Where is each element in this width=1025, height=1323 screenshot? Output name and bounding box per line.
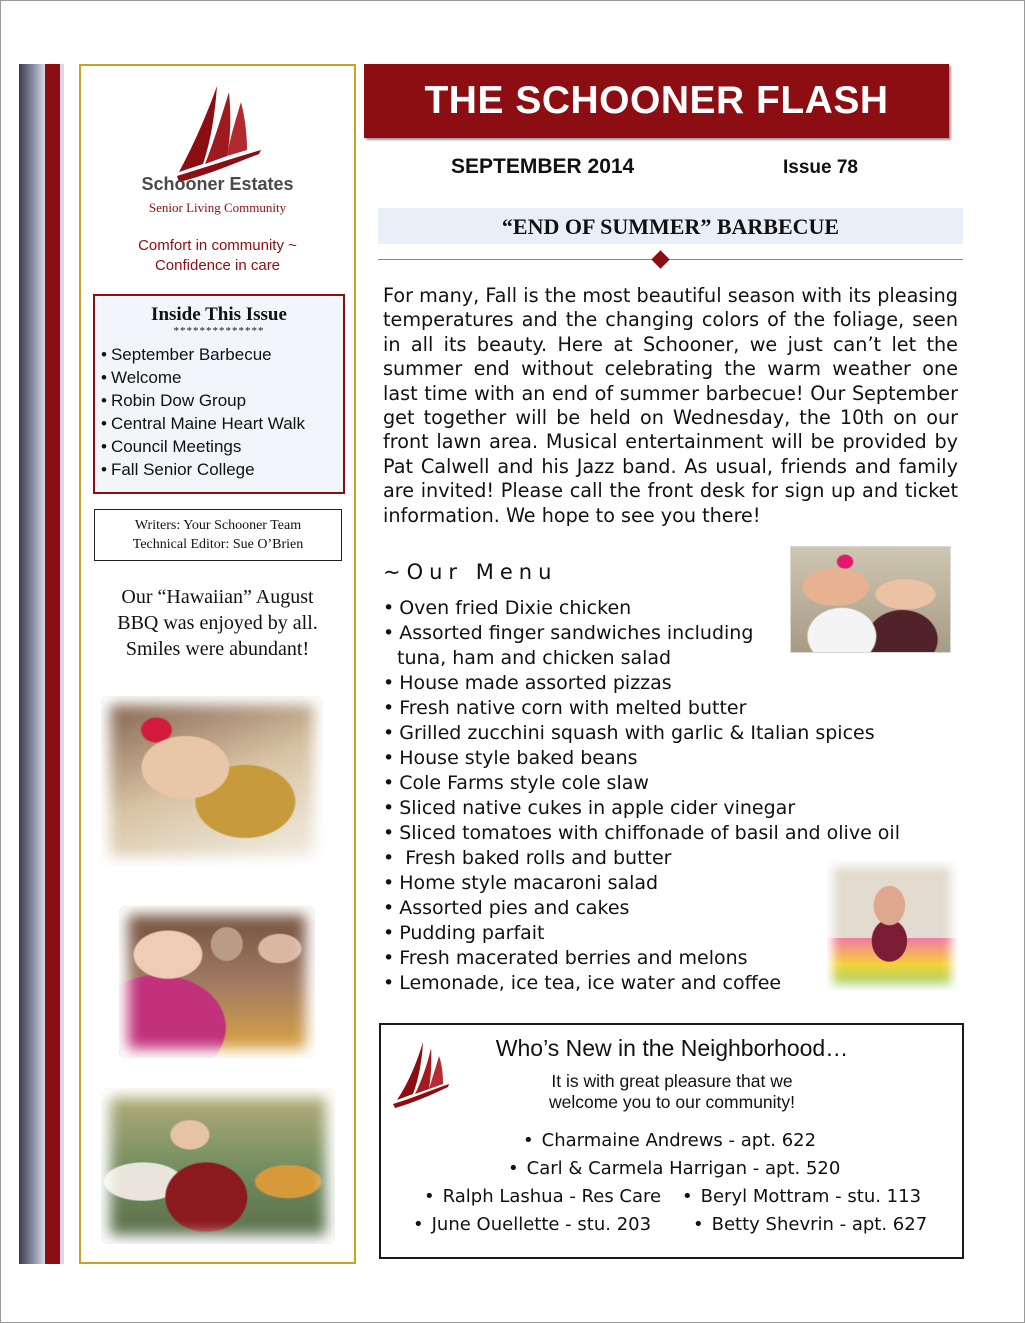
caption-line: Smiles were abundant!: [125, 638, 310, 660]
issue-date: SEPTEMBER 2014: [451, 155, 635, 178]
logo-name: Schooner Estates: [141, 174, 294, 194]
inside-item: • Robin Dow Group: [101, 389, 343, 412]
new-resident: • Betty Shevrin - apt. 627: [693, 1214, 927, 1235]
welcome-sub-line: It is with great pleasure that we: [551, 1071, 793, 1091]
decorative-stripe-light: [60, 64, 64, 1264]
menu-item: • House made assorted pizzas: [383, 671, 900, 696]
menu-item: • Fresh macerated berries and melons: [383, 946, 900, 971]
inside-item: • Central Maine Heart Walk: [101, 412, 343, 435]
schooner-sails-logo-icon: [173, 84, 263, 186]
menu-item: • Fresh native corn with melted butter: [383, 696, 900, 721]
motto-line: Comfort in community ~: [138, 237, 297, 254]
menu-item: • Home style macaroni salad: [383, 871, 900, 896]
inside-item: • Fall Senior College: [101, 458, 343, 481]
welcome-title: Who’s New in the Neighborhood…: [495, 1035, 849, 1061]
new-resident: • Beryl Mottram - stu. 113: [682, 1186, 921, 1207]
sidebar: [79, 64, 356, 1264]
divider: [378, 259, 963, 260]
menu-list: [383, 596, 900, 996]
bbq-photo-1: [101, 696, 323, 866]
inside-item: • Welcome: [101, 366, 343, 389]
menu-item: • Sliced native cukes in apple cider vinegar: [383, 796, 900, 821]
editor-line: Technical Editor: Sue O’Brien: [132, 537, 304, 552]
menu-item: • Fresh baked rolls and butter: [383, 846, 900, 871]
menu-item: • Assorted finger sandwiches including: [383, 621, 900, 646]
motto-line: Confidence in care: [154, 257, 281, 274]
caption-line: Our “Hawaiian” August: [121, 586, 314, 608]
menu-item: • House style baked beans: [383, 746, 900, 771]
menu-item: • Assorted pies and cakes: [383, 896, 900, 921]
inside-item: • September Barbecue: [101, 343, 343, 366]
menu-item: tuna, ham and chicken salad: [397, 647, 672, 669]
new-resident: • Charmaine Andrews - apt. 622: [523, 1130, 816, 1151]
staff-photo: [790, 546, 951, 653]
photo-caption: [81, 584, 354, 662]
menu-item: • Grilled zucchini squash with garlic & Italian spices: [383, 721, 900, 746]
masthead-banner: [364, 64, 949, 138]
menu-item: • Sliced tomatoes with chiffonade of basil and olive oil: [383, 821, 900, 846]
resident-photo: [827, 860, 957, 990]
welcome-box: [379, 1023, 964, 1259]
new-resident: • June Ouellette - stu. 203: [413, 1214, 651, 1235]
decorative-stripe-red: [45, 64, 60, 1264]
inside-title: Inside This Issue: [151, 304, 287, 325]
article-headline: “END OF SUMMER” BARBECUE: [378, 208, 963, 244]
decorative-stripe-gray: [19, 64, 45, 1264]
menu-item: • Cole Farms style cole slaw: [383, 771, 900, 796]
menu-item: • Lemonade, ice tea, ice water and coffee: [383, 971, 900, 996]
new-resident: • Ralph Lashua - Res Care: [424, 1186, 661, 1207]
logo-tagline: Senior Living Community: [148, 200, 287, 215]
welcome-sub-line: welcome you to our community!: [548, 1092, 796, 1112]
motto: [81, 236, 354, 276]
bbq-photo-3: [101, 1088, 335, 1244]
inside-stars: **************: [173, 325, 265, 337]
new-resident: • Carl & Carmela Harrigan - apt. 520: [508, 1158, 840, 1179]
writers-box: [94, 509, 342, 561]
caption-line: BBQ was enjoyed by all.: [117, 612, 318, 634]
newsletter-title: THE SCHOONER FLASH: [424, 79, 889, 122]
menu-item: • Pudding parfait: [383, 921, 900, 946]
article-body: For many, Fall is the most beautiful season with its pleasing temperatures and the changing colors of the foliage, seen in all its beauty. Here at Schooner, we just can’t let the summer end without celebrating the warm weather one last time with an end of summer barbecue! Our September get together will be held on Wednesday, the 10th on our front lawn area. Musical entertainment will be provided by Pat Calwell and his Jazz band. As usual, friends and family are invited! Please call the front desk for sign up and ticket information. We hope to see you there!: [383, 284, 958, 527]
menu-item: • Oven fried Dixie chicken: [383, 596, 900, 621]
bbq-photo-2: [119, 906, 315, 1058]
inside-list: [95, 343, 343, 481]
welcome-subtitle: [381, 1071, 963, 1113]
issue-number: Issue 78: [783, 157, 858, 178]
writers-line: Writers: Your Schooner Team: [134, 518, 302, 533]
inside-item: • Council Meetings: [101, 435, 343, 458]
menu-title: ~Our Menu: [383, 560, 558, 584]
inside-this-issue-box: [93, 294, 345, 494]
